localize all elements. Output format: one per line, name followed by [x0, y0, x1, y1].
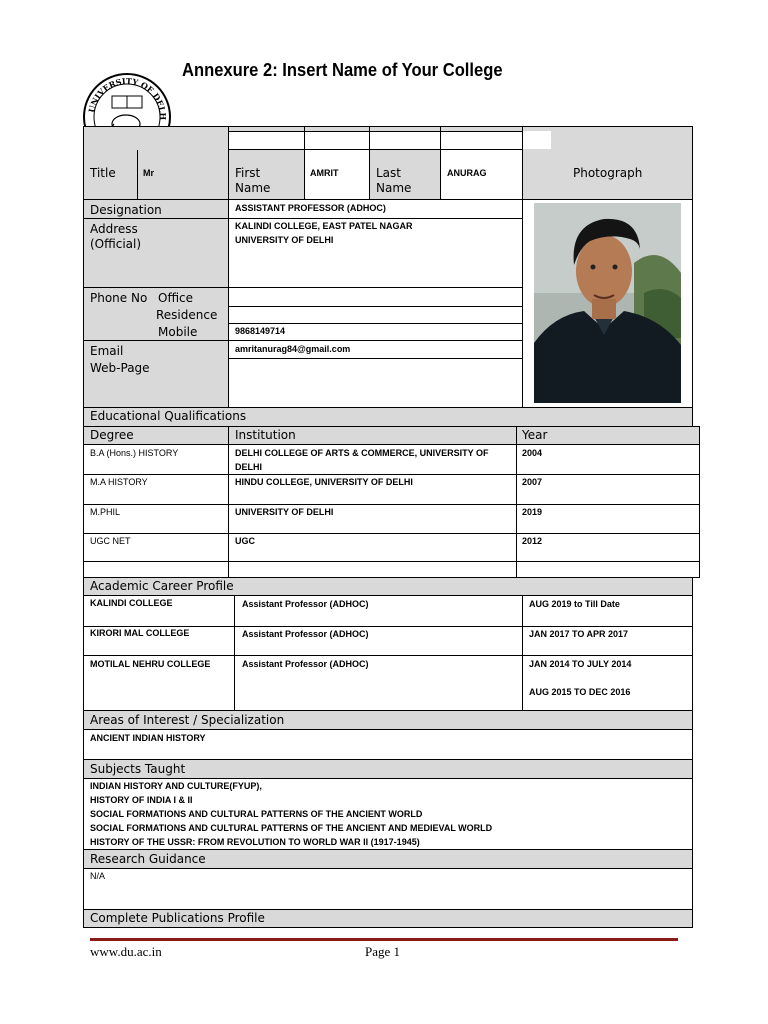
- career-period-second: AUG 2015 TO DEC 2016: [529, 687, 631, 697]
- list-item: INDIAN HISTORY AND CULTURE(FYUP),: [90, 781, 262, 791]
- list-item: SOCIAL FORMATIONS AND CULTURAL PATTERNS OF THE ANCIENT WORLD: [90, 809, 423, 819]
- career-post: Assistant Professor (ADHOC): [242, 629, 369, 639]
- table-row: M.PHIL: [90, 507, 121, 517]
- education-year: 2012: [522, 536, 543, 546]
- education-year: 2004: [522, 448, 543, 458]
- last-name-label: Last Name: [376, 166, 412, 195]
- address-line2[interactable]: UNIVERSITY OF DELHI: [235, 235, 334, 245]
- list-item: HISTORY OF THE USSR: FROM REVOLUTION TO WORLD WAR II (1917-1945): [90, 837, 420, 847]
- footer-website-link[interactable]: www.du.ac.in: [90, 944, 162, 959]
- table-row: M.A HISTORY: [90, 477, 148, 487]
- photograph: [534, 203, 681, 403]
- title-value[interactable]: Mr: [143, 168, 154, 178]
- education-header-institution: Institution: [235, 428, 296, 442]
- portrait-photo-icon: [534, 203, 681, 403]
- table-row: KALINDI COLLEGE: [90, 598, 173, 608]
- education-year: 2019: [522, 507, 543, 517]
- education-institution: UNIVERSITY OF DELHI: [235, 507, 334, 517]
- svg-text:UNIVERSITY OF DELHI: UNIVERSITY OF DELH: [86, 75, 169, 121]
- education-header-year: Year: [522, 428, 548, 442]
- email-label: Email: [90, 344, 124, 358]
- first-name-label: First Name: [235, 166, 271, 195]
- career-post: Assistant Professor (ADHOC): [242, 599, 369, 609]
- mobile-value[interactable]: 9868149714: [235, 326, 286, 336]
- career-period: JAN 2014 TO JULY 2014: [529, 659, 632, 669]
- interest-value[interactable]: ANCIENT INDIAN HISTORY: [90, 733, 206, 743]
- table-row: KIRORI MAL COLLEGE: [90, 628, 190, 638]
- residence-label: Residence: [156, 308, 218, 322]
- page-number: Page 1: [365, 944, 401, 959]
- research-value[interactable]: N/A: [90, 871, 106, 881]
- subjects-section-label: Subjects Taught: [90, 762, 186, 776]
- mobile-label: Mobile: [158, 325, 198, 339]
- table-row: B.A (Hons.) HISTORY: [90, 448, 179, 458]
- research-section-label: Research Guidance: [90, 852, 206, 866]
- education-header-degree: Degree: [90, 428, 134, 442]
- photograph-label: Photograph: [573, 166, 643, 180]
- last-name-value[interactable]: ANURAG: [447, 168, 487, 178]
- education-institution: HINDU COLLEGE, UNIVERSITY OF DELHI: [235, 477, 413, 487]
- address-label: Address (Official): [90, 222, 142, 251]
- footer-rule: [90, 938, 678, 941]
- education-institution: UGC: [235, 536, 255, 546]
- education-section-label: Educational Qualifications: [90, 409, 247, 423]
- phone-label: Phone No: [90, 291, 148, 305]
- education-year: 2007: [522, 477, 543, 487]
- table-row: UGC NET: [90, 536, 131, 546]
- email-value[interactable]: amritanurag84@gmail.com: [235, 344, 351, 354]
- first-name-value[interactable]: AMRIT: [310, 168, 339, 178]
- career-period: JAN 2017 TO APR 2017: [529, 629, 629, 639]
- education-institution: DELHI COLLEGE OF ARTS & COMMERCE, UNIVERSITY OF DELHI: [235, 448, 489, 472]
- publications-section-label: Complete Publications Profile: [90, 911, 265, 925]
- office-label: Office: [158, 291, 194, 305]
- list-item: SOCIAL FORMATIONS AND CULTURAL PATTERNS OF THE ANCIENT AND MEDIEVAL WORLD: [90, 823, 493, 833]
- career-post: Assistant Professor (ADHOC): [242, 659, 369, 669]
- designation-value[interactable]: ASSISTANT PROFESSOR (ADHOC): [235, 203, 386, 213]
- address-line1[interactable]: KALINDI COLLEGE, EAST PATEL NAGAR: [235, 221, 413, 231]
- career-period: AUG 2019 to Till Date: [529, 599, 620, 609]
- interest-section-label: Areas of Interest / Specialization: [90, 713, 285, 727]
- title-label: Title: [90, 166, 116, 180]
- page-title: Annexure 2: Insert Name of Your College: [182, 60, 503, 80]
- table-row: MOTILAL NEHRU COLLEGE: [90, 659, 211, 669]
- designation-label: Designation: [90, 203, 162, 217]
- webpage-label: Web-Page: [90, 361, 150, 375]
- career-section-label: Academic Career Profile: [90, 579, 234, 593]
- list-item: HISTORY OF INDIA I & II: [90, 795, 193, 805]
